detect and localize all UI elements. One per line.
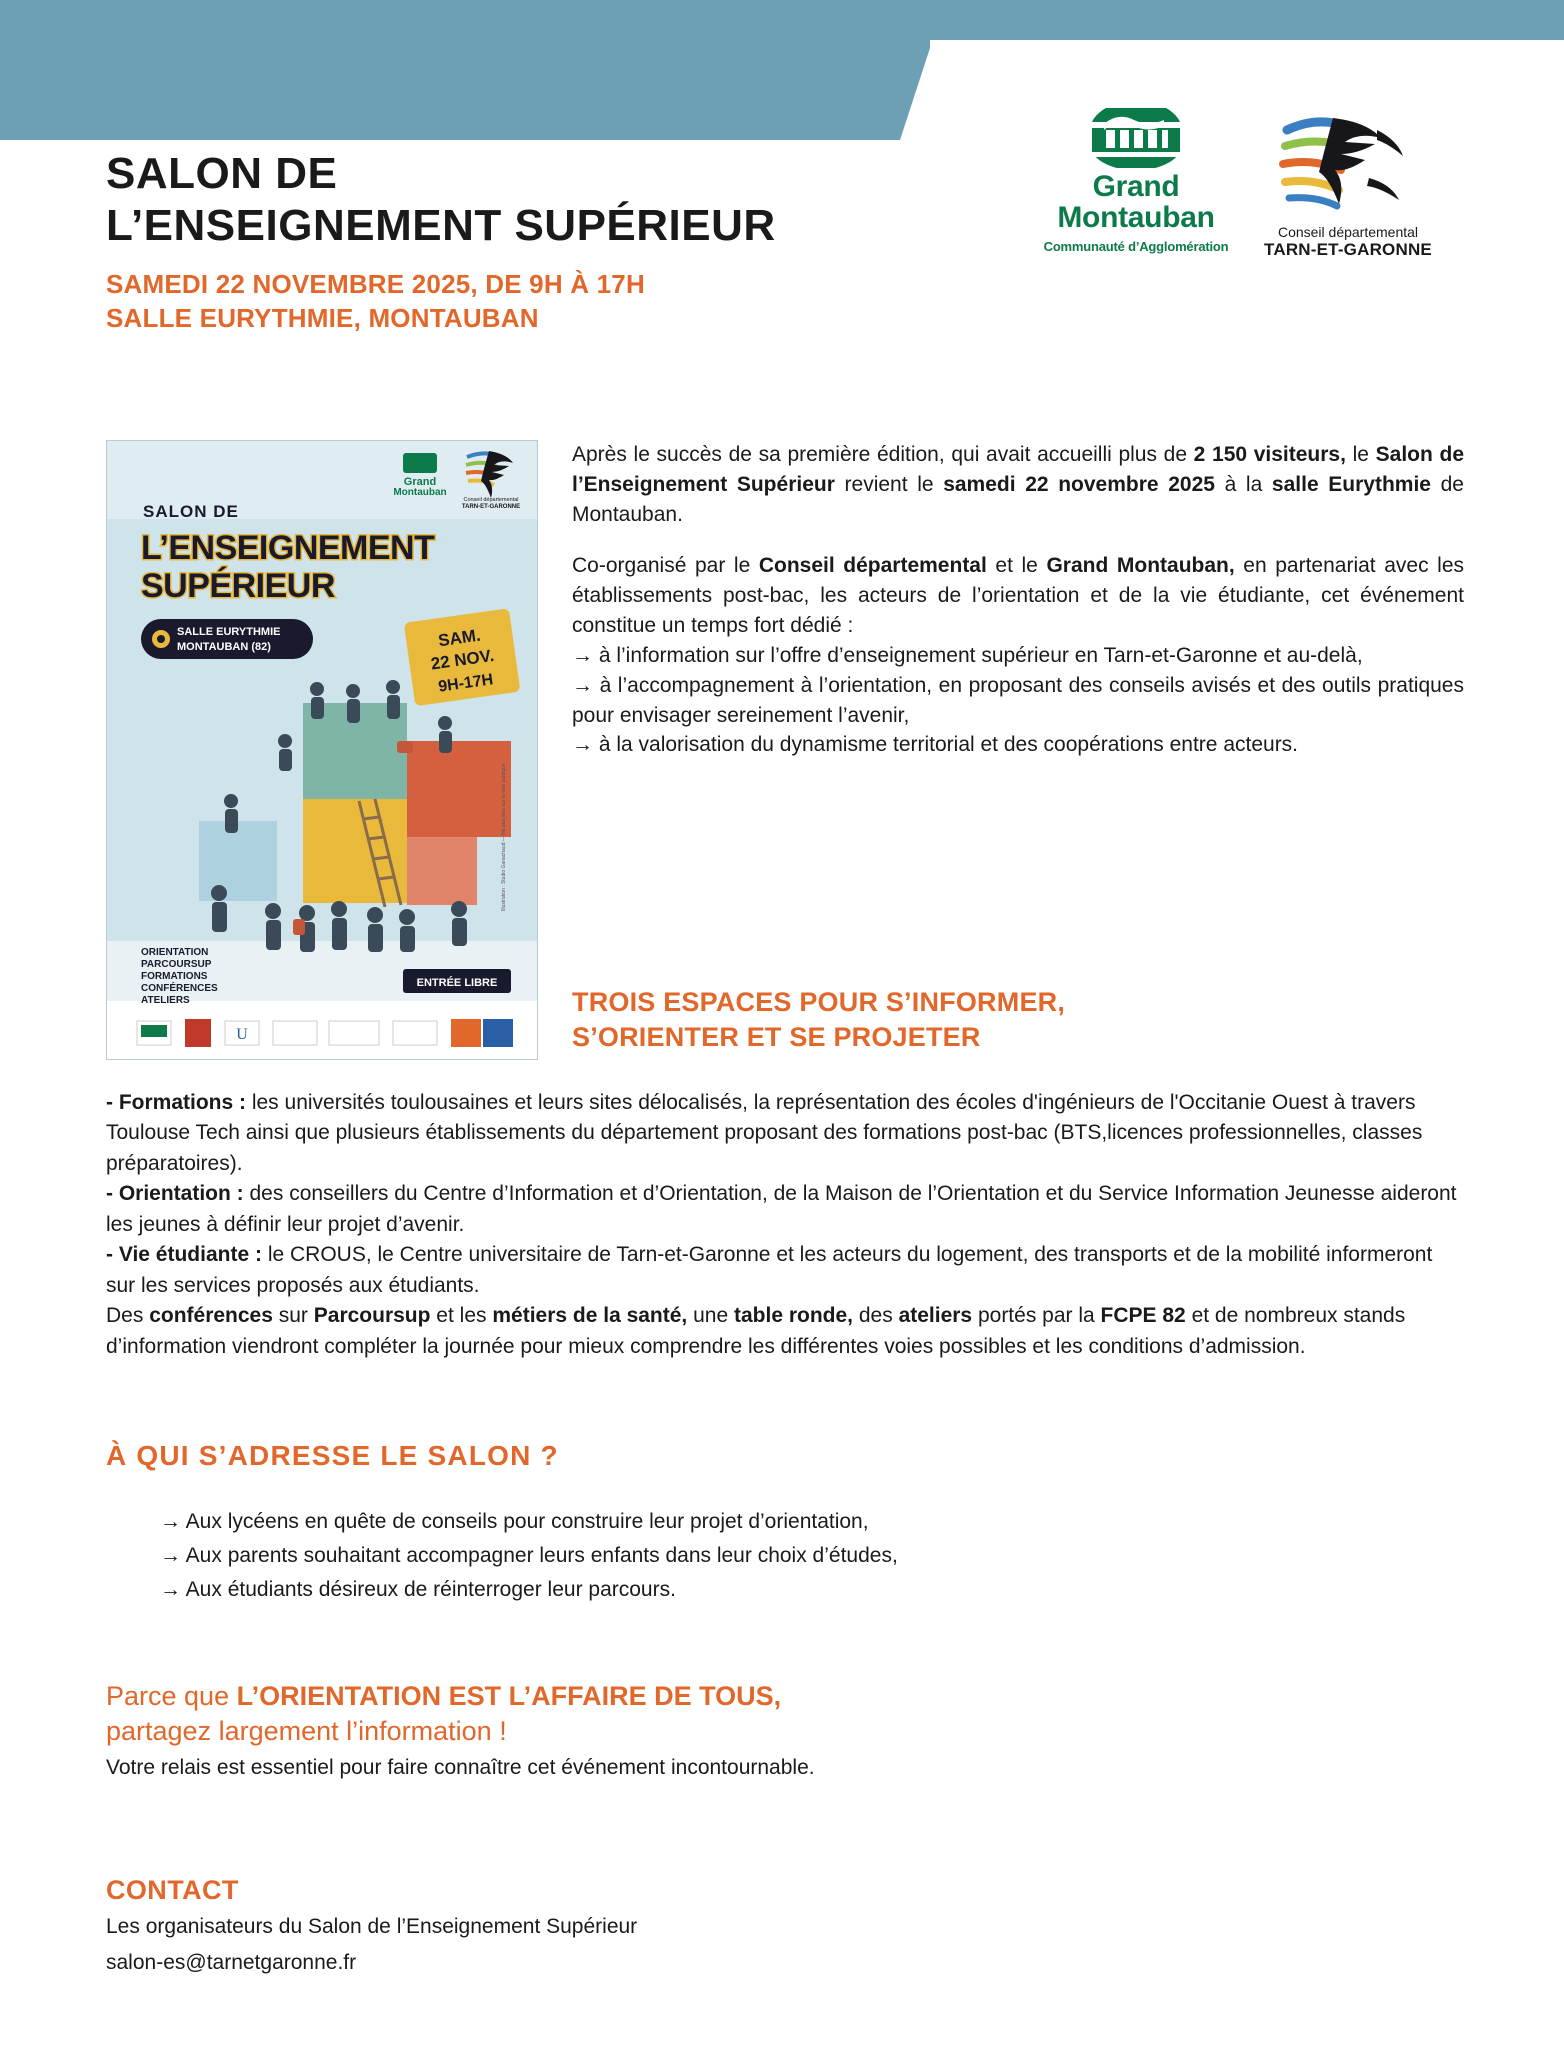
- svg-text:SALLE EURYTHMIE: SALLE EURYTHMIE: [177, 626, 281, 638]
- gm-name-line2: Montauban: [1057, 201, 1215, 234]
- relay-line1: [106, 1680, 1366, 1714]
- relay-line2: partagez largement l’information !: [106, 1715, 507, 1746]
- intro-p1-t1: Après le succès de sa première édition, qui avait accueilli plus de: [572, 443, 1194, 466]
- closing-b3: métiers de la santé,: [492, 1304, 688, 1328]
- intro-p2-b2: Grand Montauban,: [1046, 554, 1235, 578]
- conseil-departemental-emblem-icon: [1273, 112, 1423, 222]
- public-item-2: → Aux parents souhaitant accompagner leurs enfants dans leur choix d’études,: [160, 1544, 898, 1568]
- title-line-2: L’ENSEIGNEMENT SUPÉRIEUR: [106, 200, 776, 250]
- svg-text:Grand: Grand: [403, 476, 437, 488]
- paragraph-orientation: [106, 1179, 1464, 1240]
- closing-b1: conférences: [149, 1304, 273, 1328]
- closing-t3: et les: [430, 1304, 493, 1328]
- vie-etudiante-label: - Vie étudiante :: [106, 1243, 262, 1267]
- closing-t2: sur: [272, 1304, 314, 1328]
- closing-t1: Des: [106, 1304, 150, 1328]
- event-details: [106, 268, 1006, 336]
- section-relay: [106, 1680, 1366, 1782]
- orientation-text: des conseillers du Centre d’Information et d’Orientation, de la Maison de l’Orientation et du Service Information Jeunesse aideront les jeunes à définir leur projet d’avenir.: [106, 1182, 1457, 1236]
- intro-bullet-3: → à la valorisation du dynamisme territorial et des coopérations entre acteurs.: [572, 733, 1299, 757]
- logo-conseil-departemental: [1248, 112, 1448, 260]
- public-item-1: → Aux lycéens en quête de conseils pour construire leur projet d’orientation,: [160, 1510, 869, 1533]
- paragraph-closing: [106, 1301, 1464, 1362]
- svg-text:TARN-ET-GARONNE: TARN-ET-GARONNE: [461, 504, 521, 510]
- intro-p1-b3: samedi 22 novembre 2025: [943, 472, 1215, 496]
- cd-line1: Conseil départemental: [1277, 224, 1419, 240]
- logo-group: [1036, 108, 1456, 288]
- formations-label: - Formations :: [106, 1091, 246, 1114]
- gm-name-line1: Grand: [1092, 170, 1180, 203]
- closing-b5: ateliers: [898, 1304, 973, 1328]
- svg-text:9H-17H: 9H-17H: [437, 671, 495, 696]
- closing-t6: portés par la: [972, 1304, 1101, 1328]
- intro-p1-t3: revient le: [834, 472, 944, 496]
- intro-p2-t3: en partenariat avec les établissements post-bac, les acteurs de l’orientation et de la vie étudiante, cet événement constitue un temps fort dédié :: [572, 554, 1464, 638]
- intro-p2-t1: Co-organisé par le: [572, 554, 759, 578]
- svg-text:SUPÉRIEUR: SUPÉRIEUR: [141, 567, 335, 605]
- espaces-heading-line1: TROIS ESPACES POUR S’INFORMER,: [572, 987, 1066, 1017]
- grand-montauban-emblem-icon: [1084, 108, 1188, 168]
- closing-t4: une: [687, 1304, 734, 1328]
- svg-text:SAM.: SAM.: [437, 625, 482, 651]
- intro-text: [572, 440, 1464, 760]
- svg-text:22 NOV.: 22 NOV.: [429, 645, 496, 674]
- svg-text:SALON DE: SALON DE: [143, 502, 239, 521]
- gm-subtitle: Communauté d’Agglomération: [1043, 238, 1229, 254]
- section-public-list: [160, 1505, 1360, 1607]
- svg-text:Montauban: Montauban: [393, 487, 447, 498]
- contact-section: [106, 1875, 1106, 1979]
- contact-organizers: Les organisateurs du Salon de l’Enseignement Supérieur: [106, 1915, 638, 1938]
- public-item-3: → Aux étudiants désireux de réinterroger leur parcours.: [160, 1578, 676, 1602]
- closing-t7: et de nombreux stands d’information viendront compléter la journée pour mieux comprendre les différentes voies possibles et les conditions d’admission.: [106, 1304, 1406, 1358]
- contact-heading: CONTACT: [106, 1875, 239, 1905]
- svg-text:MONTAUBAN (82): MONTAUBAN (82): [177, 641, 271, 653]
- svg-text:FORMATIONS: FORMATIONS: [141, 971, 208, 982]
- closing-b2: Parcoursup: [313, 1304, 431, 1328]
- intro-p1-t5: de Montauban.: [572, 472, 1464, 526]
- intro-bullet-2: → à l’accompagnement à l’orientation, en proposant des conseils avisés et des outils pratiques pour envisager sereinement l’avenir,: [572, 673, 1464, 727]
- intro-bullet-1: → à l’information sur l’offre d’enseignement supérieur en Tarn-et-Garonne et au-delà,: [572, 643, 1363, 667]
- orientation-label: - Orientation :: [106, 1182, 244, 1206]
- svg-text:CONFÉRENCES: CONFÉRENCES: [141, 983, 218, 994]
- closing-b4: table ronde,: [734, 1304, 854, 1328]
- logo-grand-montauban: [1036, 108, 1236, 254]
- paragraph-formations: [106, 1088, 1464, 1179]
- section-public-heading: À QUI S’ADRESSE LE SALON ?: [106, 1440, 559, 1471]
- formations-text: les universités toulousaines et leurs sites délocalisés, la représentation des écoles d'ingénieurs de l'Occitanie Ouest à travers Toulouse Tech ainsi que plusieurs établissements du département proposant des formations post-bac (BTS,licences professionnelles, classes préparatoires).: [106, 1091, 1423, 1175]
- intro-p2-b1: Conseil départemental: [758, 554, 987, 578]
- intro-p1-b1: 2 150 visiteurs,: [1193, 443, 1346, 466]
- intro-p1-b4: salle Eurythmie: [1271, 472, 1431, 496]
- section-espaces-body: [106, 1088, 1464, 1362]
- intro-p1-b2: Salon de l’Enseignement Supérieur: [572, 443, 1464, 496]
- event-date: SAMEDI 22 NOVEMBRE 2025, DE 9H À 17H: [106, 268, 645, 299]
- page-title: [106, 148, 1006, 335]
- svg-text:PARCOURSUP: PARCOURSUP: [141, 959, 212, 970]
- svg-text:ORIENTATION: ORIENTATION: [141, 947, 209, 958]
- relay-line3: Votre relais est essentiel pour faire connaître cet événement incontournable.: [106, 1755, 815, 1779]
- svg-text:Conseil départemental: Conseil départemental: [463, 497, 519, 503]
- relay-line1-light: Parce que: [106, 1681, 237, 1711]
- svg-text:Illustration : Studio Ganachau: Illustration : Studio Ganachaud — Ne pas jeter sur la voie publique: [501, 763, 507, 911]
- cd-line2: TARN-ET-GARONNE: [1264, 240, 1432, 259]
- section-espaces-heading: [572, 985, 1464, 1054]
- svg-text:ATELIERS: ATELIERS: [141, 995, 190, 1006]
- svg-text:U: U: [236, 1026, 248, 1043]
- closing-b6: FCPE 82: [1100, 1304, 1186, 1328]
- title-line-1: SALON DE: [106, 149, 338, 198]
- espaces-heading-line2: S’ORIENTER ET SE PROJETER: [572, 1021, 981, 1052]
- intro-p1-t4: à la: [1214, 472, 1272, 496]
- contact-email[interactable]: salon-es@tarnetgaronne.fr: [106, 1951, 357, 1975]
- closing-t5: des: [853, 1304, 899, 1328]
- event-poster-image: [106, 440, 538, 1060]
- intro-paragraph-2: [572, 551, 1464, 640]
- svg-text:L’ENSEIGNEMENT: L’ENSEIGNEMENT: [141, 529, 435, 567]
- svg-text:ENTRÉE LIBRE: ENTRÉE LIBRE: [416, 977, 498, 989]
- relay-line1-bold: L’ORIENTATION EST L’AFFAIRE DE TOUS,: [236, 1681, 782, 1711]
- vie-etudiante-text: le CROUS, le Centre universitaire de Tarn-et-Garonne et les acteurs du logement, des transports et de la mobilité informeront sur les services proposés aux étudiants.: [106, 1243, 1433, 1297]
- intro-p2-t2: et le: [986, 554, 1047, 578]
- paragraph-vie-etudiante: [106, 1240, 1464, 1301]
- intro-paragraph-1: [572, 440, 1464, 529]
- intro-p1-t2: le: [1345, 443, 1376, 466]
- event-venue: SALLE EURYTHMIE, MONTAUBAN: [106, 302, 539, 333]
